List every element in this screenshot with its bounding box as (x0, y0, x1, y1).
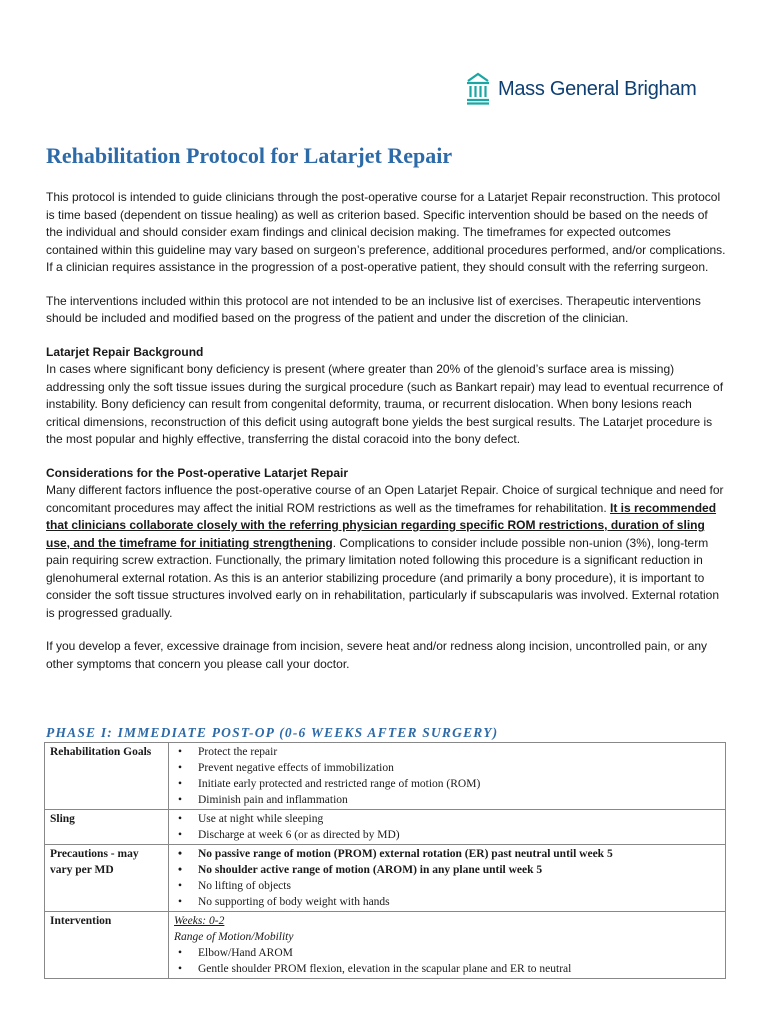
list-item: • Initiate early protected and restricted range of motion (ROM) (198, 776, 720, 792)
list-item: • Diminish pain and inflammation (198, 792, 720, 808)
goals-label: Rehabilitation Goals (45, 743, 169, 810)
considerations-emphasis: It is recommended that clinicians collaborate closely with the referring physician regarding specific ROM restrictions, duration of sling use, and the timeframe for initiating strengthening (46, 500, 717, 550)
brand-name: Mass General Brigham (498, 77, 697, 100)
considerations-text-start: Many different factors influence the post-operative course of an Open Latarjet Repair. Choice of surgical technique and need for concomitant procedures may affect the initial ROM restrictions as well as the timeframes for rehabilitation. (46, 483, 724, 515)
list-item: • No passive range of motion (PROM) external rotation (ER) past neutral until week 5 (198, 846, 720, 862)
list-item: • Protect the repair (198, 744, 720, 760)
brand-logo (465, 72, 697, 106)
background-paragraph: In cases where significant bony deficiency is present (where greater than 20% of the glenoid’s surface area is missing) addressing only the soft tissue issues during the surgical procedure (such as Bankart repair) may lead to eventual recurrence of instability. Bony deficiency can result from congenital deformity, trauma, or recurrent dislocation. When bony lesions reach critical dimensions, reconstruction of this deficit using autograft bone yields the best surgical results. The Latarjet procedure is the most popular and highly effective, transferring the distal coracoid into the bony defect. (46, 362, 724, 446)
precautions-cell (169, 845, 726, 912)
table-row (45, 810, 726, 845)
considerations-heading: Considerations for the Post-operative Latarjet Repair (46, 465, 349, 480)
list-item: • No supporting of body weight with hands (198, 894, 720, 910)
considerations-paragraph (46, 482, 726, 622)
intervention-label: Intervention (45, 912, 169, 979)
table-row (45, 845, 726, 912)
phase-table (44, 742, 726, 979)
list-item: • Prevent negative effects of immobilization (198, 760, 720, 776)
sling-cell (169, 810, 726, 845)
list-item: • No shoulder active range of motion (AROM) in any plane until week 5 (198, 862, 720, 878)
list-item: • Elbow/Hand AROM (198, 945, 720, 961)
intervention-subheading: Range of Motion/Mobility (174, 931, 294, 943)
goals-cell (169, 743, 726, 810)
table-row (45, 912, 726, 979)
background-heading: Latarjet Repair Background (46, 344, 204, 359)
weeks-label: Weeks: 0-2 (174, 915, 225, 927)
document-body (46, 189, 726, 689)
phase-heading: PHASE I: IMMEDIATE POST-OP (0-6 WEEKS AFTER SURGERY) (46, 725, 499, 740)
page-title: Rehabilitation Protocol for Latarjet Repair (46, 143, 453, 168)
intro-paragraph-1: This protocol is intended to guide clinicians through the post-operative course for a Latarjet Repair reconstruction. This protocol is time based (dependent on tissue healing) as well as criterion based. Specific intervention should be based on the needs of the individual and should consider exam findings and clinical decision making. The timeframes for expected outcomes contained within this guideline may vary based on surgeon’s preference, additional procedures performed, and/or complications. If a clinician requires assistance in the progression of a post-operative patient, they should consult with the referring surgeon. (46, 190, 726, 274)
warning-paragraph: If you develop a fever, excessive drainage from incision, severe heat and/or redness along incision, uncontrolled pain, or any other symptoms that concern you please call your doctor. (46, 639, 708, 671)
list-item: • Gentle shoulder PROM flexion, elevation in the scapular plane and ER to neutral (198, 961, 720, 977)
list-item: • Use at night while sleeping (198, 811, 720, 827)
precautions-label: Precautions - may vary per MD (45, 845, 169, 912)
table-row (45, 743, 726, 810)
list-item: • Discharge at week 6 (or as directed by MD) (198, 827, 720, 843)
intervention-cell (169, 912, 726, 979)
list-item: • No lifting of objects (198, 878, 720, 894)
considerations-text-end: . Complications to consider include possible non-union (3%), long-term pain requiring screw extraction. Functionally, the primary limitation noted following this procedure is a significant reduction in glenohumeral external rotation. As this is an anterior stabilizing procedure (and primarily a bony procedure), it is important to consider the soft tissue structures involved early on in rehabilitation, particularly if subscapularis was involved. External rotation is progressed gradually. (46, 535, 719, 620)
building-columns-icon (465, 72, 491, 106)
sling-label: Sling (45, 810, 169, 845)
intro-paragraph-2: The interventions included within this protocol are not intended to be an inclusive list of exercises. Therapeutic interventions should be included and modified based on the progress of the patient and under the discretion of the clinician. (46, 293, 701, 325)
